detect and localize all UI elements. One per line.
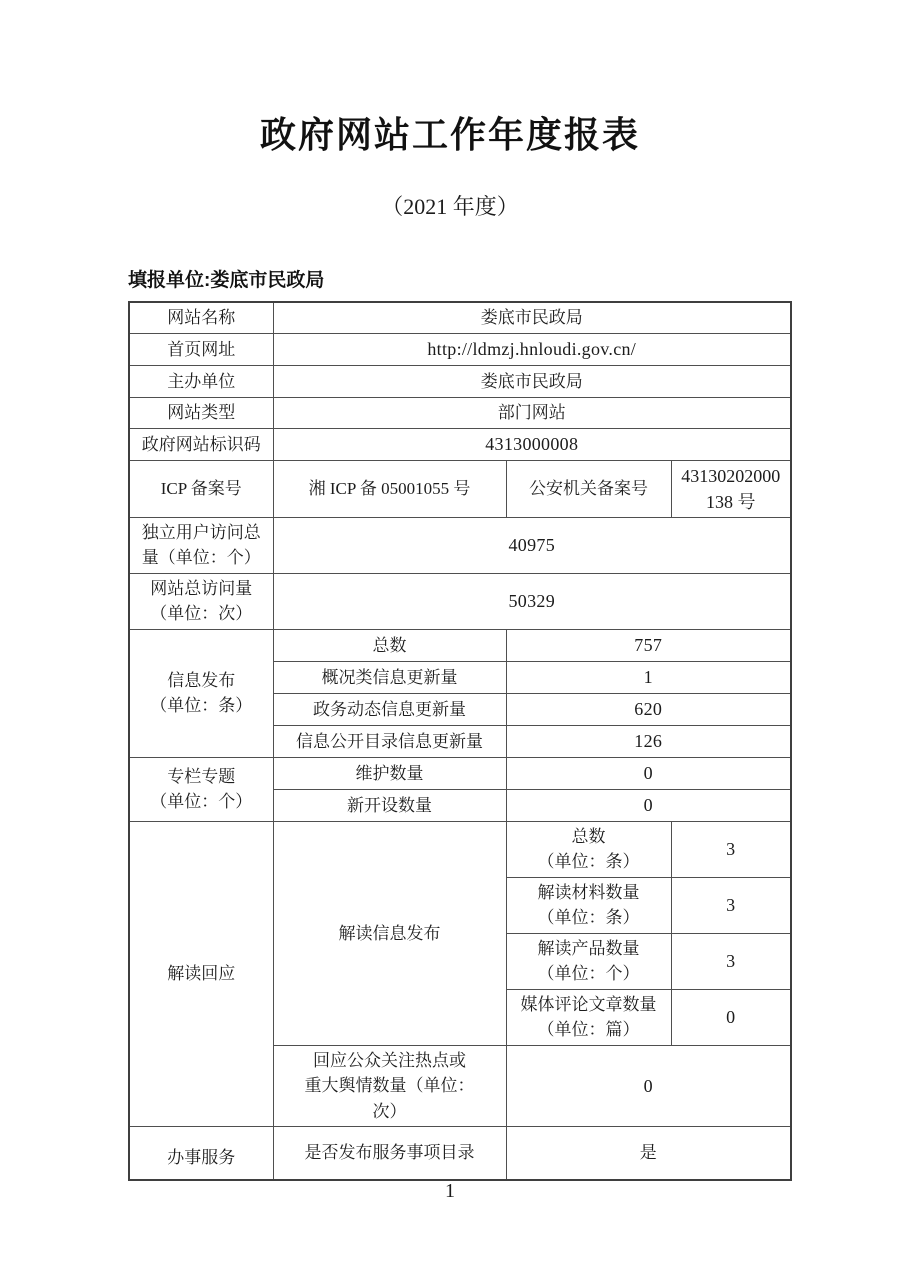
table-row bbox=[129, 573, 791, 629]
table-row bbox=[129, 333, 791, 365]
page-number: 1 bbox=[445, 1180, 455, 1202]
total-visits-value: 50329 bbox=[273, 573, 791, 629]
info-publish-total-value: 757 bbox=[506, 629, 791, 661]
site-id-code-label: 政府网站标识码 bbox=[129, 428, 273, 460]
gov-news-update-value: 620 bbox=[506, 693, 791, 725]
icp-record-label: ICP 备案号 bbox=[129, 460, 273, 517]
annual-report-table bbox=[128, 301, 792, 1181]
maintained-count-value: 0 bbox=[506, 757, 791, 789]
reporting-unit-label: 填报单位:娄底市民政局 bbox=[128, 270, 325, 292]
interpretation-section-label: 解读回应 bbox=[129, 821, 273, 1127]
table-row bbox=[129, 757, 791, 789]
page-title: 政府网站工作年度报表 bbox=[259, 114, 640, 155]
media-commentary-value: 0 bbox=[671, 989, 791, 1045]
police-record-label: 公安机关备案号 bbox=[506, 460, 671, 517]
maintained-count-label: 维护数量 bbox=[273, 757, 506, 789]
table-row bbox=[129, 365, 791, 397]
interpretation-publish-label: 解读信息发布 bbox=[273, 821, 506, 1045]
unique-visitors-label: 独立用户访问总 量（单位：个） bbox=[129, 517, 273, 573]
hotspot-response-value: 0 bbox=[506, 1045, 791, 1127]
info-publish-section-label: 信息发布 （单位：条） bbox=[129, 629, 273, 757]
table-row bbox=[129, 821, 791, 877]
special-topics-section-label: 专栏专题 （单位：个） bbox=[129, 757, 273, 821]
table-row bbox=[129, 1127, 791, 1180]
table-row bbox=[129, 517, 791, 573]
info-publish-total-label: 总数 bbox=[273, 629, 506, 661]
icp-record-value: 湘 ICP 备 05001055 号 bbox=[273, 460, 506, 517]
site-id-code-value: 4313000008 bbox=[273, 428, 791, 460]
table-row bbox=[129, 302, 791, 333]
newly-opened-count-value: 0 bbox=[506, 789, 791, 821]
interpretation-total-value: 3 bbox=[671, 821, 791, 877]
service-directory-label: 是否发布服务事项目录 bbox=[273, 1127, 506, 1180]
homepage-url-value: http://ldmzj.hnloudi.gov.cn/ bbox=[273, 333, 791, 365]
overview-update-label: 概况类信息更新量 bbox=[273, 661, 506, 693]
newly-opened-count-label: 新开设数量 bbox=[273, 789, 506, 821]
website-type-value: 部门网站 bbox=[273, 397, 791, 428]
service-section-label: 办事服务 bbox=[129, 1127, 273, 1180]
website-name-label: 网站名称 bbox=[129, 302, 273, 333]
table-row bbox=[129, 629, 791, 661]
interpretation-products-label: 解读产品数量 （单位：个） bbox=[506, 933, 671, 989]
service-directory-value: 是 bbox=[506, 1127, 791, 1180]
interpretation-materials-value: 3 bbox=[671, 877, 791, 933]
open-directory-update-value: 126 bbox=[506, 725, 791, 757]
media-commentary-label: 媒体评论文章数量 （单位：篇） bbox=[506, 989, 671, 1045]
unique-visitors-value: 40975 bbox=[273, 517, 791, 573]
table-row bbox=[129, 428, 791, 460]
table-row bbox=[129, 397, 791, 428]
report-year-subtitle: （2021 年度） bbox=[381, 193, 519, 219]
table-row bbox=[129, 460, 791, 517]
total-visits-label: 网站总访问量 （单位：次） bbox=[129, 573, 273, 629]
open-directory-update-label: 信息公开目录信息更新量 bbox=[273, 725, 506, 757]
website-type-label: 网站类型 bbox=[129, 397, 273, 428]
overview-update-value: 1 bbox=[506, 661, 791, 693]
police-record-value: 43130202000 138 号 bbox=[671, 460, 791, 517]
interpretation-materials-label: 解读材料数量 （单位：条） bbox=[506, 877, 671, 933]
interpretation-total-label: 总数 （单位：条） bbox=[506, 821, 671, 877]
website-name-value: 娄底市民政局 bbox=[273, 302, 791, 333]
homepage-url-label: 首页网址 bbox=[129, 333, 273, 365]
gov-news-update-label: 政务动态信息更新量 bbox=[273, 693, 506, 725]
host-unit-label: 主办单位 bbox=[129, 365, 273, 397]
hotspot-response-label: 回应公众关注热点或 重大舆情数量（单位： 次） bbox=[273, 1045, 506, 1127]
interpretation-products-value: 3 bbox=[671, 933, 791, 989]
host-unit-value: 娄底市民政局 bbox=[273, 365, 791, 397]
